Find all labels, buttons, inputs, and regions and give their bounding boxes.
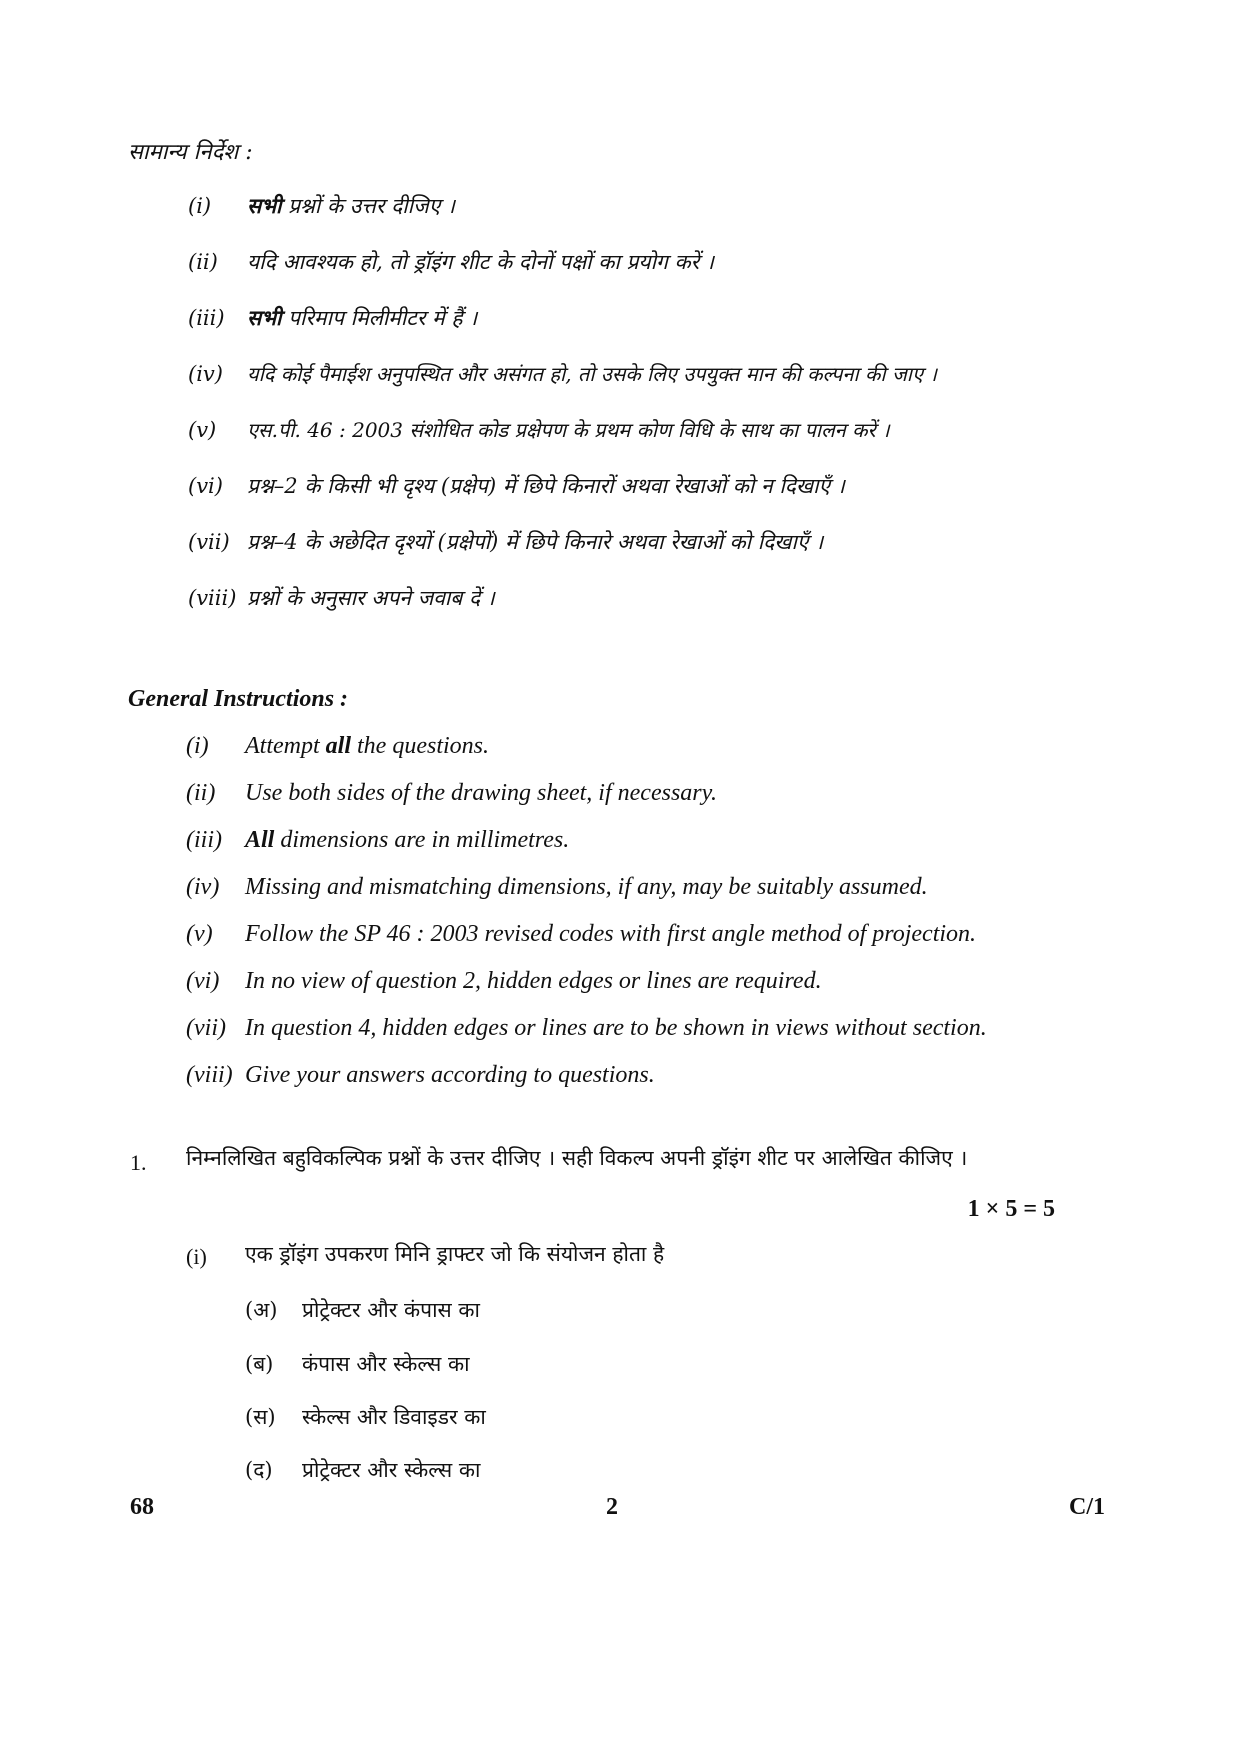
option-text: स्केल्स और डिवाइडर का	[302, 1405, 486, 1429]
instruction-post: the questions.	[351, 733, 489, 759]
option-label: (अ)	[245, 1298, 278, 1322]
hindi-item-number: (ii)	[188, 250, 218, 274]
instruction-text	[245, 827, 569, 854]
hindi-item-text	[247, 304, 477, 332]
hindi-item-number: (iv)	[188, 362, 223, 386]
general-instructions-heading: General Instructions :	[128, 686, 349, 712]
instruction-post: dimensions are in millimetres.	[274, 827, 570, 853]
option-text: प्रोट्रेक्टर और स्केल्स का	[302, 1458, 481, 1482]
instruction-number: (ii)	[186, 780, 216, 806]
footer-set-code: C/1	[1069, 1494, 1105, 1520]
question-text: निम्नलिखित बहुविकल्पिक प्रश्नों के उत्तर दीजिए । सही विकल्प अपनी ड्रॉइंग शीट पर आलेखित कीजिए ।	[186, 1146, 968, 1170]
instruction-number: (iii)	[186, 827, 222, 853]
option-text: प्रोट्रेक्टर और कंपास का	[302, 1298, 480, 1322]
instruction-number: (viii)	[186, 1062, 233, 1088]
question-number: 1.	[130, 1150, 147, 1175]
hindi-item-bold: सभी	[247, 193, 282, 218]
instruction-text: In question 4, hidden edges or lines are to be shown in views without section.	[245, 1015, 987, 1041]
instruction-pre: Attempt	[245, 733, 326, 759]
instruction-text: Follow the SP 46 : 2003 revised codes with first angle method of projection.	[245, 921, 977, 947]
instruction-bold: All	[245, 827, 275, 853]
hindi-item-text: यदि आवश्यक हो, तो ड्रॉइंग शीट के दोनों पक्षों का प्रयोग करें ।	[247, 250, 714, 274]
hindi-item-rest: प्रश्नों के उत्तर दीजिए ।	[281, 194, 455, 218]
hindi-item-number: (vi)	[188, 474, 223, 498]
instruction-text: In no view of question 2, hidden edges or lines are required.	[245, 968, 822, 994]
instruction-text: Give your answers according to questions.	[245, 1062, 655, 1088]
hindi-item-rest: परिमाप मिलीमीटर में हैं ।	[281, 306, 478, 330]
option-label: (द)	[245, 1458, 273, 1482]
hindi-item-text: प्रश्न–2 के किसी भी दृश्य (प्रक्षेप) में छिपे किनारों अथवा रेखाओं को न दिखाएँ ।	[247, 474, 845, 498]
hindi-item-number: (vii)	[188, 530, 230, 554]
hindi-item-number: (v)	[188, 418, 217, 442]
instruction-number: (iv)	[186, 874, 220, 900]
instruction-text	[245, 733, 489, 760]
hindi-item-number: (iii)	[188, 306, 225, 330]
footer-page-number: 2	[606, 1494, 618, 1520]
hindi-item-text: प्रश्नों के अनुसार अपने जवाब दें ।	[247, 586, 495, 610]
instruction-text: Use both sides of the drawing sheet, if necessary.	[245, 780, 717, 806]
footer-paper-code: 68	[130, 1494, 154, 1520]
instruction-number: (i)	[186, 733, 209, 759]
option-text: कंपास और स्केल्स का	[302, 1352, 470, 1376]
instruction-number: (v)	[186, 921, 213, 947]
sub-question-number: (i)	[186, 1244, 207, 1269]
hindi-item-bold: सभी	[247, 305, 282, 330]
instruction-text: Missing and mismatching dimensions, if any, may be suitably assumed.	[245, 874, 928, 900]
instruction-number: (vii)	[186, 1015, 226, 1041]
hindi-item-number: (i)	[188, 194, 212, 218]
question-marks: 1 × 5 = 5	[967, 1196, 1055, 1222]
instruction-number: (vi)	[186, 968, 220, 994]
option-label: (ब)	[245, 1352, 274, 1376]
hindi-item-text: एस.पी. 46 : 2003 संशोधित कोड प्रक्षेपण के प्रथम कोण विधि के साथ का पालन करें ।	[247, 418, 890, 442]
option-label: (स)	[245, 1405, 276, 1429]
instruction-bold: all	[325, 733, 351, 759]
hindi-item-text: प्रश्न–4 के अछेदित दृश्यों (प्रक्षेपों) में छिपे किनारे अथवा रेखाओं को दिखाएँ ।	[247, 530, 824, 554]
hindi-item-text	[247, 192, 455, 220]
hindi-item-number: (viii)	[188, 586, 237, 610]
hindi-item-text: यदि कोई पैमाईश अनुपस्थित और असंगत हो, तो उसके लिए उपयुक्त मान की कल्पना की जाए ।	[247, 362, 937, 386]
hindi-instructions-heading: सामान्य निर्देश :	[128, 140, 253, 165]
sub-question-text: एक ड्रॉइंग उपकरण मिनि ड्राफ्टर जो कि संयोजन होता है	[245, 1242, 665, 1266]
